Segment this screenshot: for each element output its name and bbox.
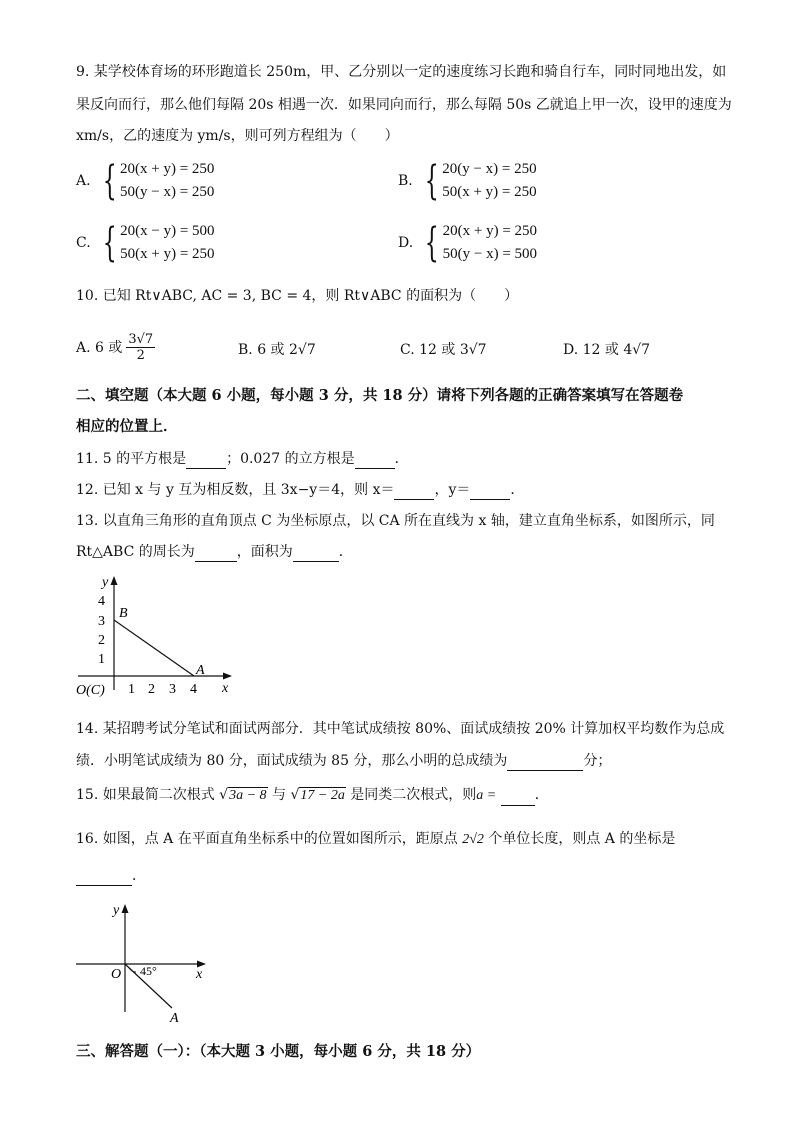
radicand: 17 − 2a <box>300 788 345 803</box>
sqrt-icon: √ <box>219 787 229 803</box>
equation: 50(x + y) = 250 <box>442 184 537 200</box>
equation: 20(x + y) = 250 <box>120 161 215 177</box>
y-tick-label: 4 <box>98 594 105 609</box>
x-tick-label: 4 <box>190 682 197 697</box>
fraction-denominator: 2 <box>136 348 145 363</box>
x-axis-label: x <box>196 967 203 982</box>
y-tick-label: 2 <box>98 633 105 648</box>
q15-text-a: 15. 如果最简二次根式 <box>76 787 215 803</box>
x-axis-label: x <box>222 681 229 696</box>
fraction-numerator: 3√7 <box>128 332 154 347</box>
option-label: A. <box>76 173 91 189</box>
q15 <box>76 785 549 806</box>
brace-icon: { <box>424 220 439 266</box>
q11 <box>76 449 409 469</box>
q15-text-c: 是同类二次根式，则 <box>350 787 477 803</box>
q12-text-a: 12. 已知 x 与 y 互为相反数，且 3x−y＝4，则 x＝ <box>76 482 395 498</box>
q13-text-a: Rt△ABC 的周长为 <box>76 544 195 560</box>
q11-text-c: ． <box>394 451 409 467</box>
x-axis-arrow <box>223 673 232 680</box>
q14-line2 <box>76 751 611 771</box>
y-axis-label: y <box>102 575 109 590</box>
fraction <box>126 332 155 363</box>
answer-blank[interactable] <box>355 454 395 469</box>
q10-option-d: D. 12 或 4√7 <box>563 342 651 358</box>
radicand: 3a − 8 <box>229 788 267 803</box>
answer-blank[interactable] <box>470 485 510 500</box>
q15-variable: a = <box>476 788 497 803</box>
q15-text-b: 与 <box>272 787 286 803</box>
section3-heading: 三、解答题（一）：（本大题 3 小题，每小题 6 分，共 18 分） <box>76 1043 481 1060</box>
answer-blank[interactable] <box>76 871 132 886</box>
q9-line3: xm/s，乙的速度为 ym/s，则可列方程组为（ ） <box>76 128 399 144</box>
q13-coordinate-figure <box>70 568 240 700</box>
q16-text-b: 个单位长度，则点 A 的坐标是 <box>488 831 676 847</box>
q12 <box>76 480 524 500</box>
q10-stem: 10. 已知 Rt∨ABC, AC = 3, BC = 4，则 Rt∨ABC 的面积为（ ） <box>76 288 519 304</box>
equation: 50(y − x) = 250 <box>120 184 215 200</box>
equation: 20(x + y) = 250 <box>442 223 538 239</box>
q13-text-c: ． <box>338 544 353 560</box>
q16-coordinate-figure <box>70 894 220 1026</box>
x-tick-label: 1 <box>128 682 135 697</box>
q12-text-b: ，y＝ <box>434 482 471 498</box>
option-a-text: A. 6 或 <box>76 339 123 356</box>
angle-arc <box>129 968 136 972</box>
option-label: C. <box>76 235 91 251</box>
point-a-label: A <box>170 1011 179 1026</box>
x-tick-label: 2 <box>148 682 155 697</box>
angle-label: 45° <box>140 964 157 978</box>
answer-blank[interactable] <box>186 454 226 469</box>
q14-text-a: 绩．小明笔试成绩为 80 分，面试成绩为 85 分，那么小明的总成绩为 <box>76 753 508 769</box>
equation: 50(x + y) = 250 <box>120 246 215 262</box>
option-label: D. <box>398 235 414 251</box>
brace-icon: { <box>424 158 439 204</box>
q16-distance: 2√2 <box>462 832 484 847</box>
section2-heading-cont: 相应的位置上． <box>76 418 178 435</box>
equation: 20(x − y) = 500 <box>120 223 215 239</box>
y-axis-arrow <box>111 576 118 585</box>
brace-icon: { <box>102 158 117 204</box>
q9-line2: 果反向而行，那么他们每隔 20s 相遇一次．如果同向而行，那么每隔 50s 乙就追上甲一次，设甲的速度为 <box>76 97 732 113</box>
q9-line1: 9. 某学校体育场的环形跑道长 250m，甲、乙分别以一定的速度练习长跑和骑自行车，同时同地出发，如 <box>76 64 727 80</box>
origin-label: O <box>111 967 122 982</box>
q9-option-b <box>398 158 537 204</box>
q15-text-e: ． <box>534 787 549 803</box>
segment-ba <box>114 620 194 676</box>
origin-label: O(C) <box>76 683 105 698</box>
y-axis-arrow <box>122 904 129 913</box>
q16-answer-line <box>76 866 146 886</box>
brace-icon: { <box>102 220 117 266</box>
q10-option-c: C. 12 或 3√7 <box>400 342 487 358</box>
x-tick-label: 3 <box>169 682 176 697</box>
q9-option-c <box>76 220 215 266</box>
point-a-label: A <box>196 663 205 678</box>
answer-blank[interactable] <box>293 547 339 562</box>
y-tick-label: 3 <box>98 614 105 629</box>
q10-option-b: B. 6 或 2√7 <box>238 342 316 358</box>
q11-text-a: 11. 5 的平方根是 <box>76 451 187 467</box>
answer-blank[interactable] <box>507 756 583 771</box>
y-axis-label: y <box>113 903 120 918</box>
answer-blank[interactable] <box>394 485 434 500</box>
q14-text-b: 分； <box>583 753 612 769</box>
q16-text-c: ． <box>132 868 146 884</box>
answer-blank[interactable] <box>501 791 535 806</box>
q13-line2 <box>76 542 353 562</box>
q10-option-a <box>76 332 155 363</box>
equation: 50(y − x) = 500 <box>442 246 538 262</box>
q14-line1: 14. 某招聘考试分笔试和面试两部分．其中笔试成绩按 80%、面试成绩按 20% 计算加权平均数作为总成 <box>76 721 725 737</box>
q13-text-b: ，面积为 <box>236 544 293 560</box>
y-tick-label: 1 <box>98 652 105 667</box>
q16 <box>76 829 675 850</box>
q11-text-b: ；0.027 的立方根是 <box>226 451 355 467</box>
option-label: B. <box>398 173 413 189</box>
equation: 20(y − x) = 250 <box>442 161 537 177</box>
q12-text-c: ． <box>510 482 525 498</box>
sqrt-icon: √ <box>290 787 300 803</box>
q9-option-a <box>76 158 214 204</box>
point-b-label: B <box>119 606 128 621</box>
answer-blank[interactable] <box>195 547 237 562</box>
q16-text-a: 16. 如图，点 A 在平面直角坐标系中的位置如图所示，距原点 <box>76 831 458 847</box>
q9-option-d <box>398 220 537 266</box>
q13-line1: 13. 以直角三角形的直角顶点 C 为坐标原点，以 CA 所在直线为 x 轴，建立直角坐标系，如图所示，同 <box>76 513 715 529</box>
section2-heading: 二、填空题（本大题 6 小题，每小题 3 分，共 18 分）请将下列各题的正确答案填写在答题卷 <box>76 387 684 404</box>
